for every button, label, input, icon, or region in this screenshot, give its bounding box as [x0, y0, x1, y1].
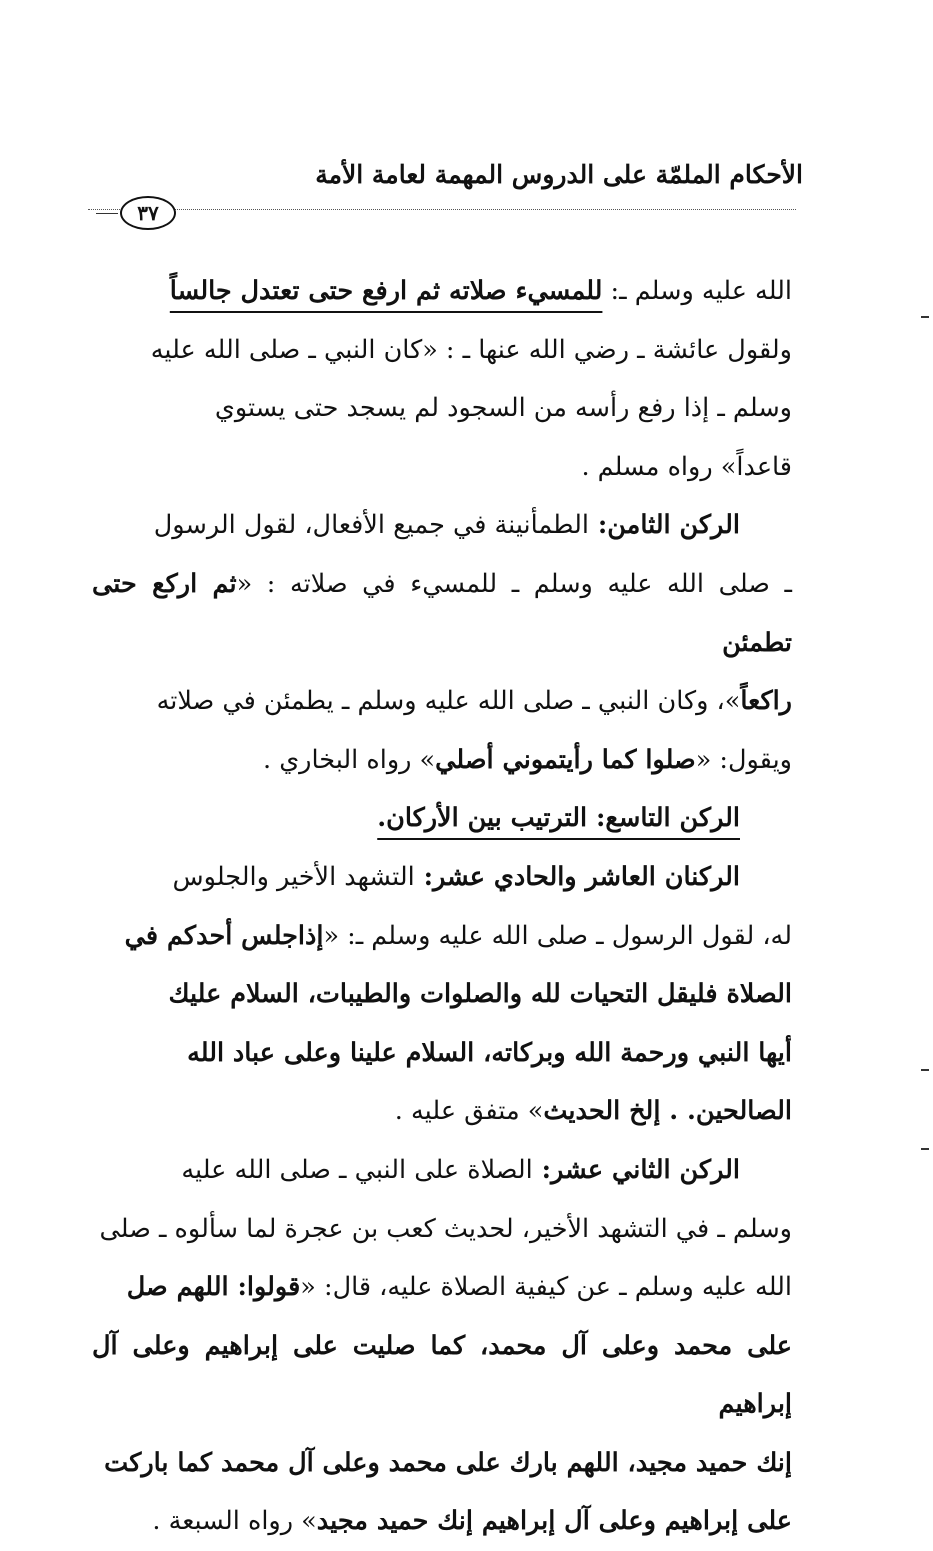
line-19: إنك حميد مجيد، اللهم بارك على محمد وعلى آل محمد كما باركت — [104, 1447, 792, 1478]
body-text — [92, 262, 792, 1551]
line-13: أيها النبي ورحمة الله وبركاته، السلام علينا وعلى عباد الله — [187, 1037, 792, 1068]
header-rule — [88, 209, 796, 210]
line-7: راكعاً»، وكان النبي ـ صلى الله عليه وسلم ـ يطمئن في صلاته — [156, 686, 792, 717]
line-6: ـ صلى الله عليه وسلم ـ للمسيء في صلاته : «ثم اركع حتى تطمئن — [92, 568, 792, 658]
line-8: ويقول: «صلوا كما رأيتموني أصلي» رواه البخاري . — [263, 744, 792, 775]
line-16: وسلم ـ في التشهد الأخير، لحديث كعب بن عجرة لما سألوه ـ صلى — [99, 1213, 792, 1244]
line-15: الركن الثاني عشر: الصلاة على النبي ـ صلى الله عليه — [181, 1154, 740, 1185]
line-11: له، لقول الرسول ـ صلى الله عليه وسلم ـ: «إذاجلس أحدكم في — [124, 920, 792, 951]
line-5: الركن الثامن: الطمأنينة في جميع الأفعال، لقول الرسول — [153, 510, 740, 541]
line-17: الله عليه وسلم ـ عن كيفية الصلاة عليه، قال: «قولوا: اللهم صل — [126, 1272, 792, 1303]
line-10: الركنان العاشر والحادي عشر: التشهد الأخير والجلوس — [172, 861, 740, 892]
line-12: الصلاة فليقل التحيات لله والصلوات والطيبات، السلام عليك — [168, 979, 792, 1010]
margin-mark — [921, 1069, 929, 1071]
margin-mark — [921, 1148, 929, 1150]
header-title: الأحكام الملمّة على الدروس المهمة لعامة الأمة — [315, 160, 803, 189]
margin-mark — [921, 316, 929, 318]
line-20: على إبراهيم وعلى آل إبراهيم إنك حميد مجيد» رواه السبعة . — [152, 1506, 792, 1537]
page-number: ٣٧ — [120, 196, 176, 230]
line-3: وسلم ـ إذا رفع رأسه من السجود لم يسجد حتى يستوي — [214, 393, 792, 424]
line-9: الركن التاسع: الترتيب بين الأركان. — [377, 803, 740, 834]
line-18: على محمد وعلى آل محمد، كما صليت على إبراهيم وعلى آل إبراهيم — [92, 1330, 792, 1420]
line-4: قاعداً» رواه مسلم . — [581, 451, 792, 482]
line-1: الله عليه وسلم ـ: للمسيء صلاته ثم ارفع حتى تعتدل جالساً — [169, 276, 792, 306]
line-14: الصالحين. . إلخ الحديث» متفق عليه . — [394, 1096, 792, 1127]
line-2: ولقول عائشة ـ رضي الله عنها ـ : «كان النبي ـ صلى الله عليه — [150, 334, 792, 365]
header-rule-short — [96, 213, 118, 214]
